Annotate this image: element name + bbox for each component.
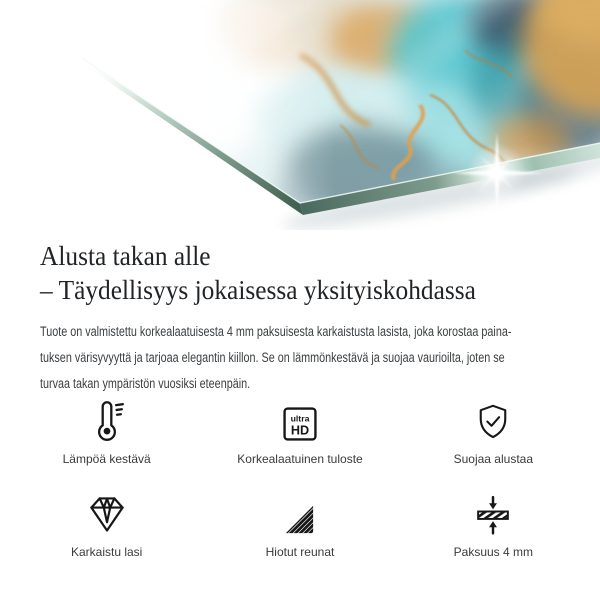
feature-label: Suojaa alustaa (453, 452, 534, 466)
thickness-icon (472, 488, 514, 536)
page-title (40, 239, 529, 307)
features-grid (10, 395, 590, 559)
body-line: turvaa takan ympäristön vuosiksi eteenpäin. (40, 376, 251, 391)
shield-check-icon (472, 395, 514, 443)
thermometer-icon (84, 395, 130, 443)
svg-text:ultra: ultra (290, 413, 310, 424)
feature-label: Lämpöä kestävä (62, 452, 151, 466)
glass-panel-image (0, 0, 600, 230)
feature-label: Paksuus 4 mm (453, 545, 533, 559)
feature-heat-resistant (10, 395, 203, 466)
body-line: tuksen värisyvyyttä ja tarjoaa elegantin kiillon. Se on lämmönkestävä ja suojaa vaurioilta, joten se (40, 350, 505, 365)
feature-label: Korkealaatuinen tuloste (237, 452, 363, 466)
feature-label: Hiotut reunat (265, 545, 335, 559)
title-line-1: Alusta takan alle (40, 241, 211, 271)
product-description (0, 230, 600, 397)
product-photo (0, 0, 600, 230)
feature-label: Karkaistu lasi (70, 545, 143, 559)
feature-ultra-hd (203, 395, 396, 466)
feature-polished-edges (203, 488, 396, 559)
body-line: Tuote on valmistettu korkealaatuisesta 4 mm paksuisesta karkaistusta lasista, joka korostaa paina- (40, 324, 512, 339)
body-paragraph (40, 319, 512, 397)
diamond-icon (85, 488, 129, 536)
feature-protects-surface (397, 395, 590, 466)
feature-tempered-glass (10, 488, 203, 559)
polished-edges-icon (283, 488, 316, 536)
feature-thickness (397, 488, 590, 559)
ultra-hd-icon (281, 395, 319, 443)
title-line-2: – Täydellisyys jokaisessa yksityiskohdassa (40, 275, 476, 305)
svg-text:HD: HD (290, 423, 310, 438)
